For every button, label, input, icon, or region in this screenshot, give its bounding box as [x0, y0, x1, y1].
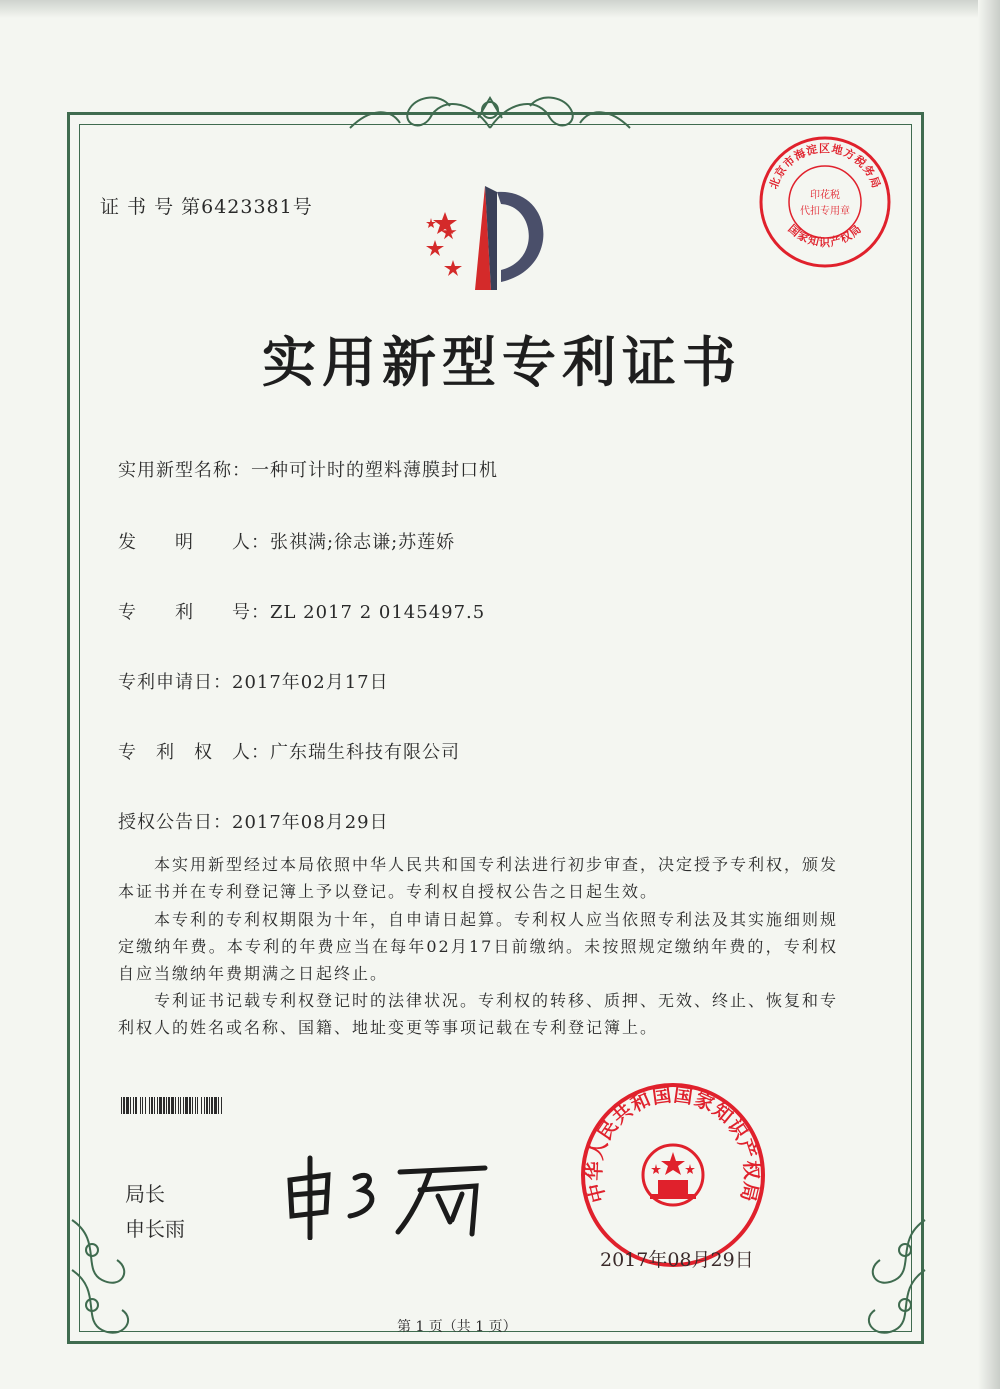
- director-title: 局长: [125, 1182, 165, 1206]
- certificate-number: 证 书 号 第6423381号: [100, 196, 313, 218]
- paragraph-2: 本专利的专利权期限为十年，自申请日起算。专利权人应当依照专利法及其实施细则规定缴纳年费。本专利的年费应当在每年02月17日前缴纳。未按照规定缴纳年费的，专利权自应当缴纳年费期满之日起终止。: [118, 910, 839, 983]
- field-patent-number: 专 利 号：ZL 2017 2 0145497.5: [118, 602, 486, 623]
- barcode: [121, 1097, 383, 1114]
- field-patentee: 专 利 权 人：广东瑞生科技有限公司: [118, 742, 460, 763]
- tax-seal-bottom-text: 国家知识产权局: [785, 222, 865, 249]
- patent-office-logo-icon: [413, 178, 563, 298]
- page-edge-right: [978, 0, 1000, 1389]
- seal-date: 2017年08月29日: [600, 1249, 754, 1271]
- page-title: 实用新型专利证书: [262, 331, 742, 394]
- field-inventors: 发 明 人：张祺满;徐志谦;苏莲娇: [118, 532, 456, 553]
- director-signature-icon: [280, 1150, 500, 1240]
- big-seal-ring-text: 中华人民共和国国家知识产权局: [583, 1084, 763, 1205]
- tax-seal-ring-text: 北京市海淀区地方税务局: [766, 142, 884, 191]
- field-grant-date: 授权公告日：2017年08月29日: [118, 812, 389, 833]
- field-utility-model-name: 实用新型名称：一种可计时的塑料薄膜封口机: [118, 460, 498, 481]
- tax-stamp-seal: [755, 132, 895, 272]
- field-filing-date: 专利申请日：2017年02月17日: [118, 672, 389, 693]
- tax-seal-center-line2: 代扣专用章: [800, 206, 850, 217]
- director-name: 申长雨: [125, 1217, 185, 1241]
- svg-text:国家知识产权局: [786, 221, 865, 249]
- paragraph-3: 专利证书记载专利权登记时的法律状况。专利权的转移、质押、无效、终止、恢复和专利权人的姓名或名称、国籍、地址变更等事项记载在专利登记簿上。: [118, 991, 839, 1037]
- tax-seal-center-line1: 印花税: [810, 190, 840, 201]
- page-footer: 第 1 页（共 1 页）: [397, 1319, 517, 1335]
- bottom-right-ornament-icon: [845, 1210, 935, 1350]
- paragraph-1: 本实用新型经过本局依照中华人民共和国专利法进行初步审查，决定授予专利权，颁发本证书并在专利登记簿上予以登记。专利权自授权公告之日起生效。: [118, 855, 839, 901]
- barcode-bar: [222, 1097, 223, 1114]
- page-edge-top: [0, 0, 1000, 18]
- top-ornament-icon: [340, 88, 640, 138]
- national-ip-office-seal: [578, 1080, 768, 1270]
